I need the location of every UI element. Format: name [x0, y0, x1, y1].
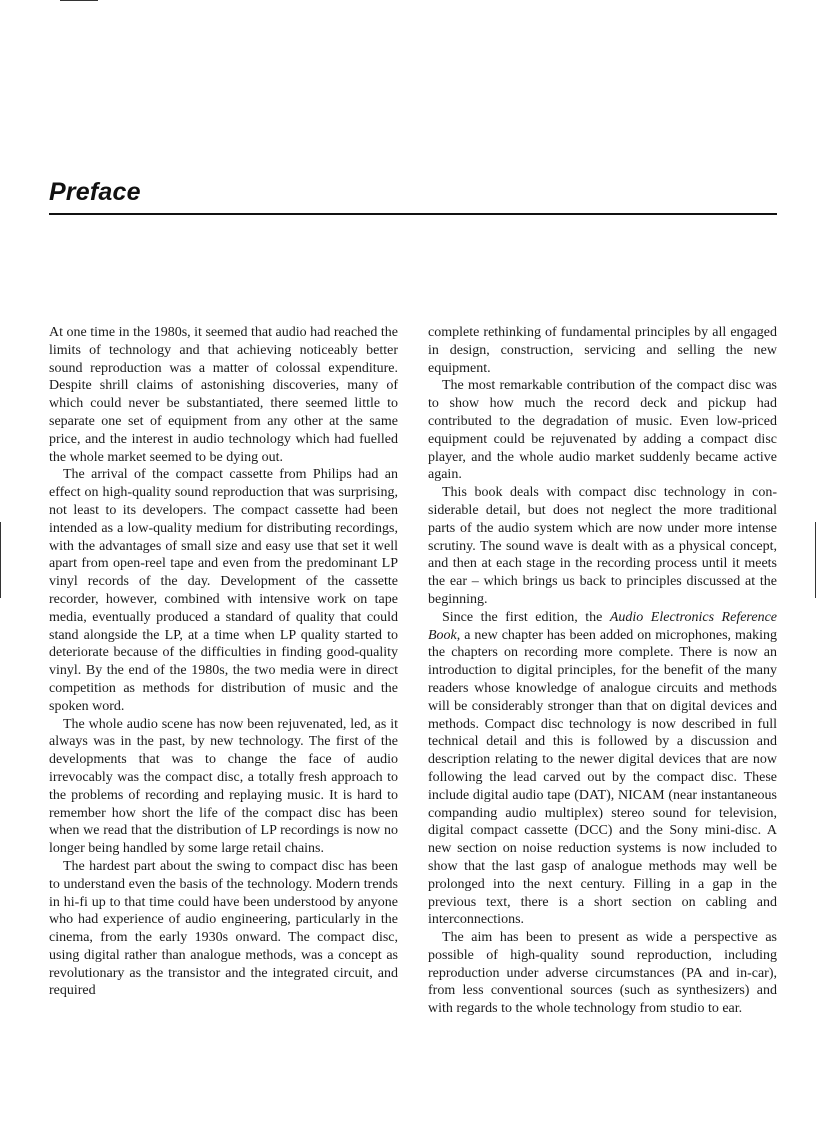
paragraph: This book deals with compact disc technology in considerable detail, but does not neglect the more traditional parts of the audio system which are now under more intense scrutiny. The sound wave is dealt with as a physical concept, and then at each stage in the recording process until it meets the ear – which brings us back to principles discussed at the beginning. [428, 485, 777, 607]
paragraph: At one time in the 1980s, it seemed that audio had reached the limits of technology and that achieving noticeably better sound reproduction was a matter of colossal expenditure. Despite shrill claims of astonishing discoveries, many of which could never be substantiated, there seemed little to separate one set of equipment from any other at the same price, and the interest in audio technology which had fuelled the whole market seemed to be dying out. [49, 325, 398, 465]
paragraph: The aim has been to present as wide a perspective as possible of high-quality sound reproduction, including reproduction under adverse circumstances (PA and in-car), from less conventional sources (such as synthesizers) and with regards to the whole technology from studio to ear. [428, 930, 777, 1017]
book-title: Audio Electronics Reference Book [428, 609, 777, 643]
paragraph-text: Since the first edition, the [442, 609, 610, 625]
paragraph: The arrival of the compact cassette from Philips had an effect on high-quality sound reproduction that was surprising, not least to its developers. The compact cassette had been intended as a low-quality medium for distributing recordings, with the advantages of small size and easy use that set it well apart from open-reel tape and even from the predominant LP vinyl records of the day. Development of the cassette recorder, however, combined with intensive work on tape media, eventually produced a standard of quality that could stand alongside the LP, at a time when LP quality started to deteriorate because of the difficulties in finding good-quality vinyl. By the end of the 1980s, the two media were in direct competition as methods for distribution of music and the spoken word. [49, 467, 398, 714]
title-underline [49, 213, 777, 215]
paragraph: The whole audio scene has now been rejuvenated, led, as it always was in the past, by new technology. The first of the developments that was to change the face of audio irrevocably was the compact disc, a totally fresh approach to the problems of recording and replaying music. It is hard to remember how short the life of the compact disc has been when we read that the distribution of LP recordings is now no longer being handled by some large retail chains. [49, 716, 398, 857]
left-column [49, 324, 398, 1000]
paragraph: complete rethinking of fundamental principles by all engaged in design, construction, servicing and selling the new equipment. [428, 325, 777, 376]
right-column [428, 324, 777, 1018]
paragraph: The hardest part about the swing to compact disc has been to understand even the basis of the technology. Modern trends in hi-fi up to that time could have been understood by anyone who had experience of audio engineering, particularly in the cinema, from the early 1930s onward. The compact disc, using digital rather than analogue methods, was a concept as revolutionary as the transistor and the integrated circuit, and required [49, 858, 398, 999]
top-rule [60, 0, 98, 1]
left-margin-mark [0, 522, 1, 598]
paragraph-text: , a new chapter has been added on microphones, making the chapters on recording more complete. There is now an introduction to digital principles, for the benefit of the many readers whose knowledge of analogue circuits and methods will be considerably stronger than that on digital devices and methods. Compact disc technology is now described in full technical detail and this is followed by a discussion and description relating to the newer digital devices that are now following the lead carved out by the compact disc. These include digital audio tape (DAT), NICAM (near instantaneous companding audio multiplex) stereo sound for television, digital compact cassette (DCC) and the Sony mini-disc. A new section on noise reduction systems is now included to show that the last gasp of analogue methods may well be prolonged into the next century. Filling in a gap in the previous text, there is a short section on cabling and interconnections. [428, 627, 777, 928]
paragraph [428, 609, 777, 929]
paragraph: The most remarkable contribution of the compact disc was to show how much the record deck and pickup had contributed to the degradation of music. Even low-priced equipment could be rejuvenated by adding a compact disc player, and the whole audio market suddenly became active again. [428, 378, 777, 483]
page-title: Preface [49, 178, 141, 206]
